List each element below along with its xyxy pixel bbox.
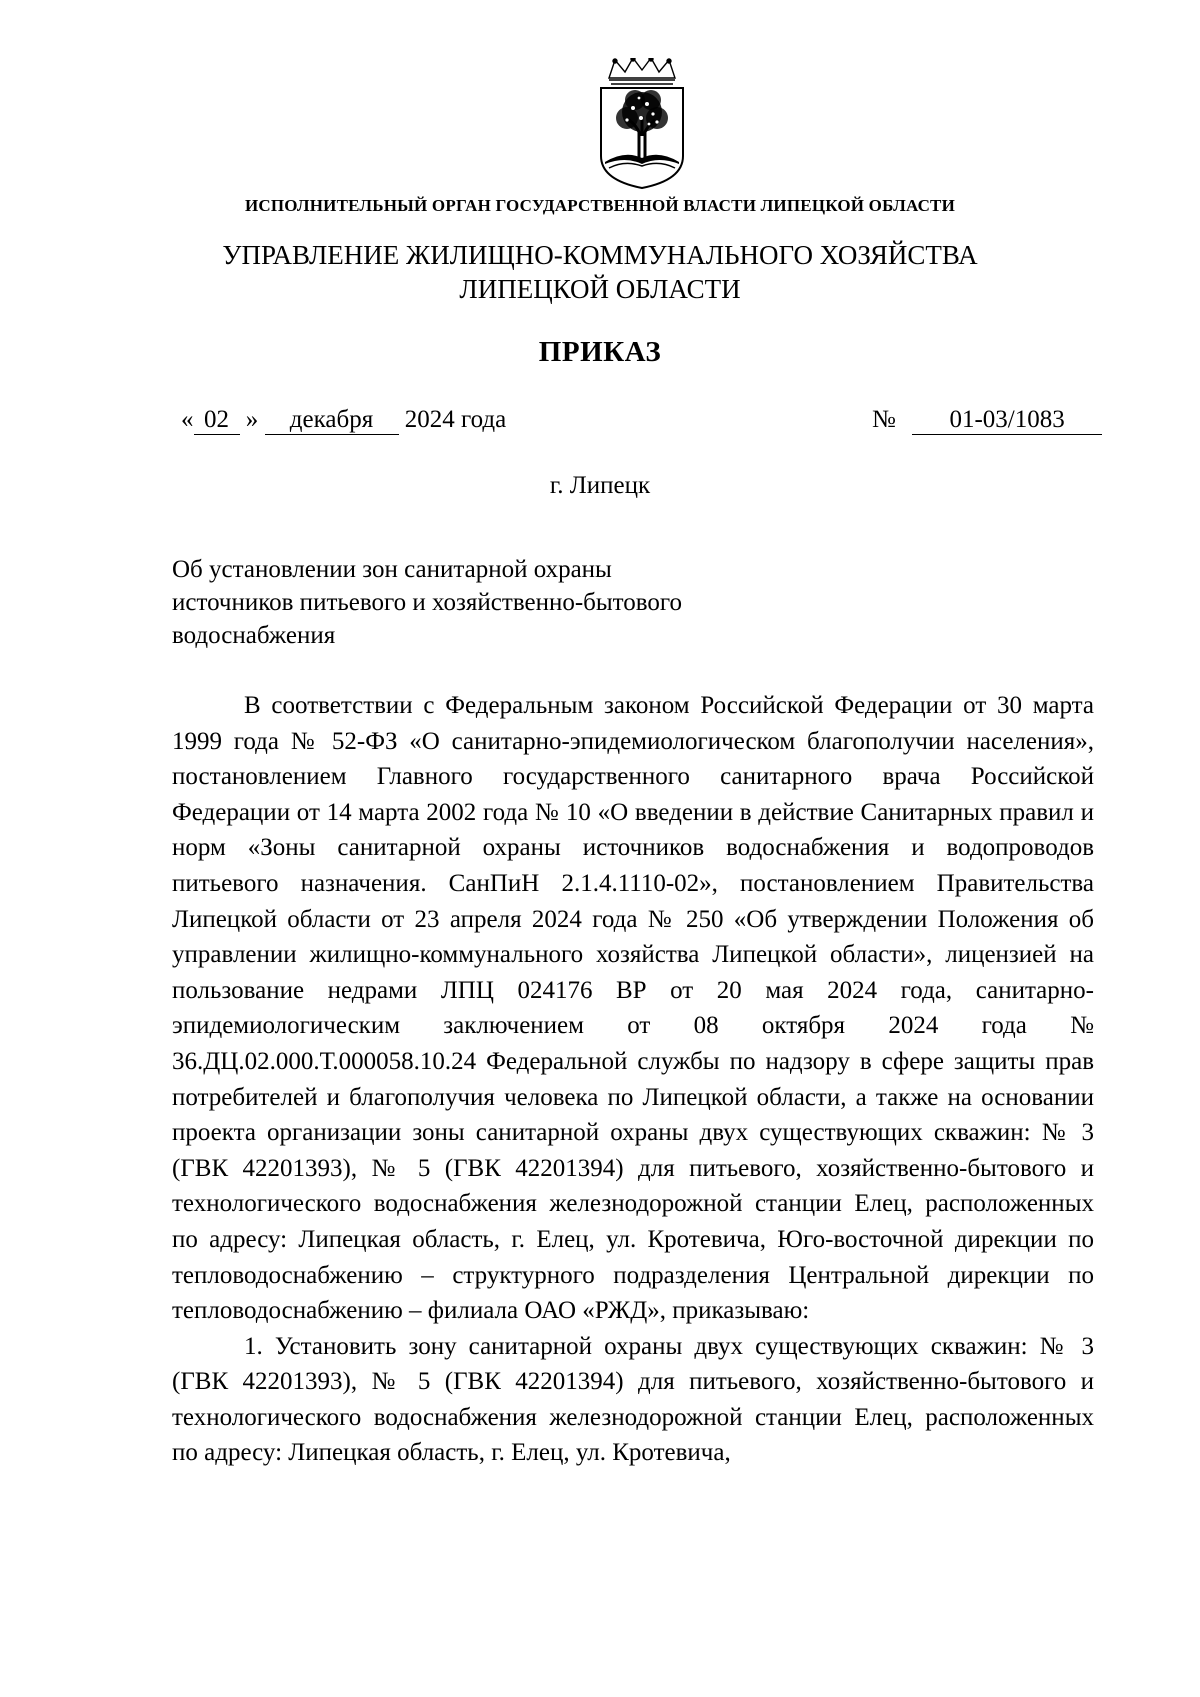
crown-icon [609, 58, 675, 84]
preamble-paragraph: В соответствии с Федеральным законом Российской Федерации от 30 марта 1999 года № 52-ФЗ «О санитарно-эпидемиологическом благополучии населения», постановлением Главного государственного санитарного врача Российской Федерации от 14 марта 2002 года № 10 «О введении в действие Санитарных правил и норм «Зоны санитарной охраны источников водоснабжения и водопроводов питьевого назначения. СанПиН 2.1.4.1110-02», постановлением Правительства Липецкой области от 23 апреля 2024 года № 250 «Об утверждении Положения об управлении жилищно-коммунального хозяйства Липецкой области», лицензией на пользование недрами ЛПЦ 024176 ВР от 20 мая 2024 года, санитарно-эпидемиологическим заключением от 08 октября 2024 года № 36.ДЦ.02.000.Т.000058.10.24 Федеральной службы по надзору в сфере защиты прав потребителей и благополучия человека по Липецкой области, а также на основании проекта организации зоны санитарной охраны двух существующих скважин: № 3 (ГВК 42201393), № 5 (ГВК 42201394) для питьевого, хозяйственно-бытового и технологического водоснабжения железнодорожной станции Елец, расположенных по адресу: Липецкая область, г. Елец, ул. Кротевича, Юго-восточной дирекции по тепловодоснабжению – структурного подразделения Центральной дирекции по тепловодоснабжению – филиала ОАО «РЖД», приказываю: [172, 692, 1094, 1325]
date-quote-open: « [181, 406, 194, 433]
date-day: 02 [194, 406, 240, 435]
organization-name-line-2: ЛИПЕЦКОЙ ОБЛАСТИ [459, 274, 741, 304]
order-date [181, 404, 506, 436]
date-month: декабря [265, 406, 399, 435]
coat-of-arms-emblem [595, 58, 689, 190]
number-sign: № [872, 406, 896, 433]
order-number-value: 01-03/1083 [912, 406, 1102, 435]
subject-line: водоснабжения [172, 622, 336, 649]
order-number [872, 404, 1102, 436]
date-quote-close: » [245, 406, 259, 433]
subject-line: источников питьевого и хозяйственно-бытового [172, 589, 683, 616]
organization-name-line-1: УПРАВЛЕНИЕ ЖИЛИЩНО-КОММУНАЛЬНОГО ХОЗЯЙСТВА [222, 240, 978, 270]
organization-name [0, 238, 1200, 306]
document-type-title: ПРИКАЗ [538, 336, 662, 368]
order-body [172, 688, 1094, 1471]
clause-1-paragraph: 1. Установить зону санитарной охраны двух существующих скважин: № 3 (ГВК 42201393), № 5 (ГВК 42201394) для питьевого, хозяйственно-бытового и технологического водоснабжения железнодорожной станции Елец, расположенных по адресу: Липецкая область, г. Елец, ул. Кротевича, [172, 1332, 1094, 1467]
date-year: 2024 года [404, 406, 507, 433]
issuing-authority: ИСПОЛНИТЕЛЬНЫЙ ОРГАН ГОСУДАРСТВЕННОЙ ВЛАСТИ ЛИПЕЦКОЙ ОБЛАСТИ [244, 196, 956, 215]
city: г. Липецк [549, 472, 651, 499]
order-subject [172, 553, 682, 652]
subject-line: Об установлении зон санитарной охраны [172, 556, 612, 583]
